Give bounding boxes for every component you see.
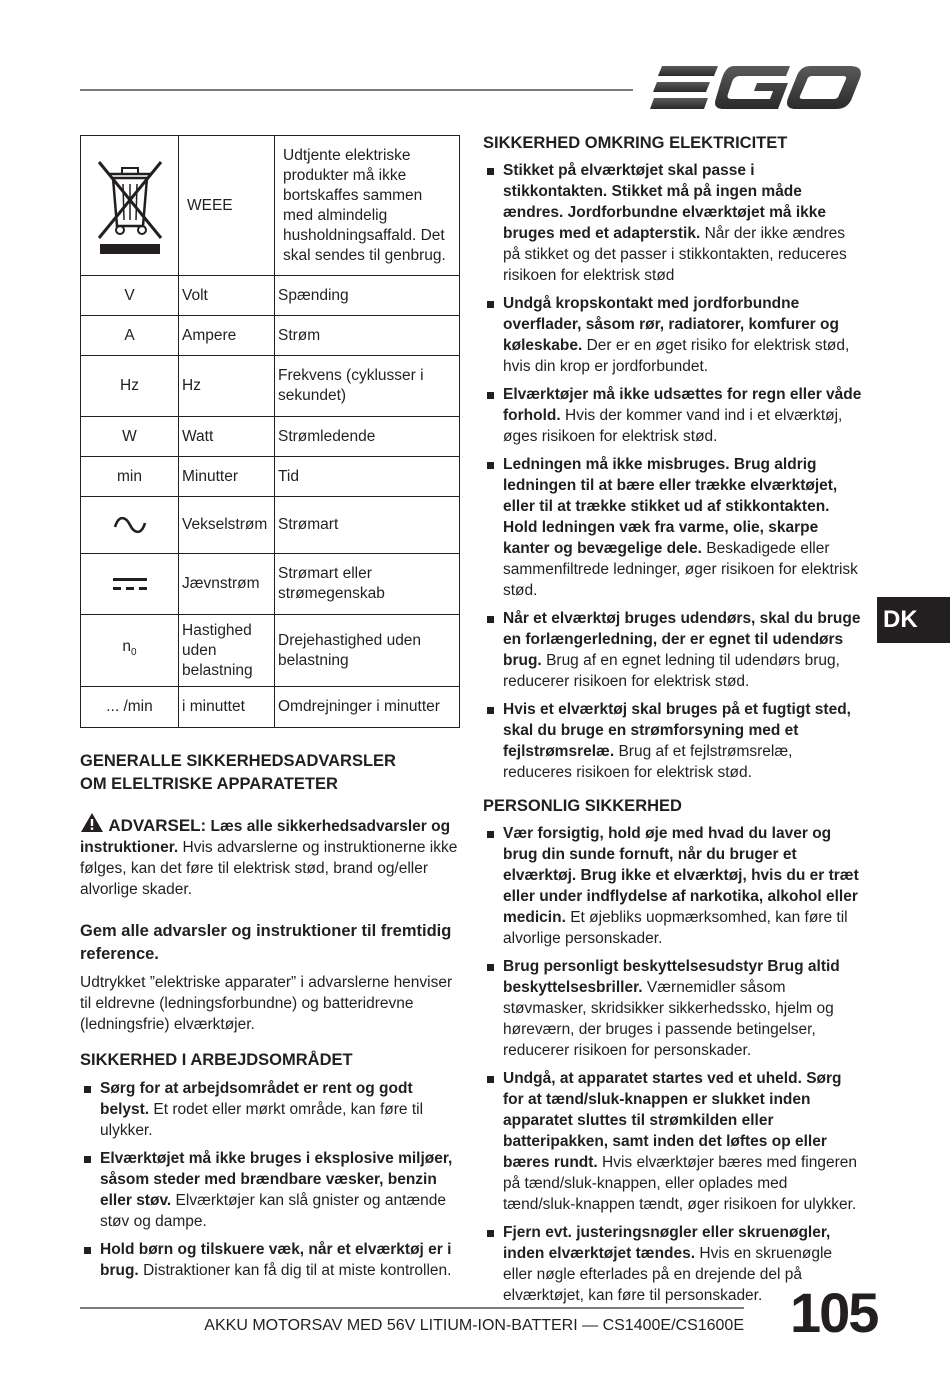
symbol-description: Omdrejninger i minutter (275, 687, 460, 728)
symbol-description: Strøm (275, 316, 460, 356)
list-item (80, 1078, 460, 1141)
table-row (81, 554, 460, 615)
item-bold: Vær forsigtig, hold øje med hvad du laver og brug din sunde fornuft, når du bruger et elværktøj. Brug ikke et elværktøj, hvis du er træt eller under indflydelse af narkotika, alkohol eller medicin. (503, 825, 859, 926)
warning-triangle-icon (80, 812, 104, 833)
list-item (483, 608, 863, 692)
symbol-cell: V (81, 276, 179, 316)
list-item (483, 384, 863, 447)
list-item (483, 160, 863, 286)
item-text: Der er en øget risiko for elektrisk stød, hvis din krop er jordforbundet. (503, 337, 850, 375)
table-row (81, 417, 460, 457)
table-row (81, 276, 460, 316)
item-text: Hvis en skruenøgle eller nøgle efterlades på en drejende del på elværktøjet, kan føre til personskader. (503, 1245, 833, 1304)
symbol-description: Tid (275, 457, 460, 497)
item-bold: Elværktøjer må ikke udsættes for regn eller våde forhold. (503, 386, 862, 424)
warning-label: ADVARSEL: (108, 816, 207, 835)
symbol-name: Jævnstrøm (179, 554, 275, 615)
footer-rule (80, 1307, 744, 1309)
item-text: Hvis elværktøjer bæres med fingeren på tænd/sluk-knappen, eller oplades med tænd/sluk-knappen tændt, øger risikoen for ulykker. (503, 1154, 858, 1213)
item-text: Et rodet eller mørkt område, kan føre til ulykker. (100, 1101, 424, 1139)
language-tab: DK (877, 597, 950, 643)
list-item (80, 1239, 460, 1281)
item-bold: Elværktøjet må ikke bruges i eksplosive miljøer, såsom steder med brændbare væsker, benzin eller støv. (100, 1150, 453, 1209)
left-column (80, 750, 460, 1281)
direct-current-icon (112, 576, 148, 592)
symbol-cell (81, 136, 179, 276)
item-text: Beskadigede eller sammenfiltrede ledninger, øger risikoen for elektrisk stød. (503, 540, 858, 599)
list-item (483, 293, 863, 377)
symbol-cell: Hz (81, 356, 179, 417)
table-row (81, 687, 460, 728)
symbol-table (80, 135, 460, 728)
item-bold: Hvis et elværktøj skal bruges på et fugtigt sted, skal du bruge en strømforsyning med et fejlstrømsrelæ. (503, 701, 851, 760)
item-text: Et øjebliks uopmærksomhed, kan føre til alvorlige personskader. (503, 909, 848, 947)
list-item (483, 823, 863, 949)
table-row (81, 497, 460, 554)
list-item (483, 956, 863, 1061)
symbol-name: Hz (179, 356, 275, 417)
page-number: 105 (790, 1281, 878, 1344)
item-bold: Stikket på elværktøjet skal passe i stikkontakten. Stikket må på ingen måde ændres. Jordforbundne elværktøjet må ikke bruges med et adapterstik. (503, 162, 827, 242)
list-item (483, 699, 863, 783)
symbol-name: i minuttet (179, 687, 275, 728)
weee-crossed-bin-icon (95, 156, 165, 256)
symbol-description: Frekvens (cyklusser i sekundet) (275, 356, 460, 417)
symbol-cell: W (81, 417, 179, 457)
item-bold: Ledningen må ikke misbruges. Brug aldrig ledningen til at bære eller trække elværktøjet, eller til at trække stikket ud af stikkontakten. Hold ledningen væk fra varme, olie, skarpe kanter og bevægelige dele. (503, 456, 838, 557)
item-text: Elværktøjer kan slå gnister og antænde støv og dampe. (100, 1192, 447, 1230)
warning-bold-text: Læs alle sikkerhedsadvarsler og instruktioner. (80, 818, 451, 856)
header-rule (80, 89, 633, 91)
symbol-name: Volt (179, 276, 275, 316)
symbol-cell: ... /min (81, 687, 179, 728)
symbol-description: Spænding (275, 276, 460, 316)
keep-heading: Gem alle advarsler og instruktioner til fremtidig reference. (80, 922, 452, 963)
keep-text: Udtrykket ”elektriske apparater” i advarslerne henviser til eldrevne (ledningsforbundne) og batteridrevne (ledningsfrie) elværktøjer. (80, 974, 453, 1033)
item-text: Distraktioner kan få dig til at miste kontrollen. (143, 1262, 452, 1279)
item-text: Når der ikke ændres på stikket og det passer i stikkontakten, reduceres risikoen for elektrisk stød (503, 225, 847, 284)
footer-title: AKKU MOTORSAV MED 56V LITIUM-ION-BATTERI — CS1400E/CS1600E (204, 1317, 744, 1334)
symbol-description: Strømart eller strømegenskab (275, 554, 460, 615)
list-item (80, 1148, 460, 1232)
symbol-name: Minutter (179, 457, 275, 497)
item-text: Hvis der kommer vand ind i et elværktøj, øges risikoen for elektrisk stød. (503, 407, 843, 445)
item-bold: Undgå kropskontakt med jordforbundne overflader, såsom rør, radiatorer, komfurer og køleskabe. (503, 295, 839, 354)
symbol-name: Hastighed uden belastning (179, 615, 275, 687)
section-heading: SIKKERHED I ARBEJDSOMRÅDET (80, 1051, 353, 1069)
table-row (81, 316, 460, 356)
symbol-cell: $n_0$ (81, 615, 179, 687)
section-heading: GENERALLE SIKKERHEDSADVARSLER OM ELELTRISKE APPARATETER (80, 752, 396, 793)
warning-paragraph (80, 812, 460, 900)
symbol-cell: A (81, 316, 179, 356)
symbol-name: WEEE (179, 136, 275, 276)
section-heading: PERSONLIG SIKKERHED (483, 797, 682, 815)
table-row (81, 356, 460, 417)
table-row (81, 615, 460, 687)
item-text: Brug af en egnet ledning til udendørs brug, reducerer risikoen for elektrisk stød. (503, 652, 840, 690)
symbol-description: Strømart (275, 497, 460, 554)
alternating-current-icon (113, 516, 147, 534)
table-row (81, 136, 460, 276)
section-heading: SIKKERHED OMKRING ELEKTRICITET (483, 134, 788, 152)
right-column (483, 132, 863, 1306)
symbol-name: Vekselstrøm (179, 497, 275, 554)
item-text: Brug af et fejlstrømsrelæ, reduceres risikoen for elektrisk stød. (503, 743, 793, 781)
symbol-cell: min (81, 457, 179, 497)
symbol-description: Drejehastighed uden belastning (275, 615, 460, 687)
symbol-name: Watt (179, 417, 275, 457)
symbol-description: Strømledende (275, 417, 460, 457)
item-bold: Når et elværktøj bruges udendørs, skal du bruge en forlængerledning, der er egnet til udendørs brug. (503, 610, 861, 669)
item-text: Værnemidler såsom støvmasker, skridsikker sikkerhedssko, hjelm og høreværn, der bruges i passende betingelser, reducerer risikoen for personskader. (503, 979, 834, 1059)
item-bold: Fjern evt. justeringsnøgler eller skruenøgler, inden elværktøjet tændes. (503, 1224, 831, 1262)
item-bold: Hold børn og tilskuere væk, når et elværktøj er i brug. (100, 1241, 452, 1279)
symbol-description: Udtjente elektriske produkter må ikke bortskaffes sammen med almindelig husholdningsaffald. Det skal sendes til genbrug. (275, 136, 460, 276)
item-bold: Undgå, at apparatet startes ved et uheld. Sørg for at tænd/sluk-knappen er slukket inden apparatet sluttes til strømkilden eller batteripakken, samt inden det løftes op eller bæres rundt. (503, 1070, 842, 1171)
list-item (483, 1068, 863, 1215)
symbol-cell (81, 497, 179, 554)
ego-logo (650, 62, 862, 114)
warning-text: Hvis advarslerne og instruktionerne ikke følges, kan det føre til elektrisk stød, brand og/eller alvorlige skader. (80, 839, 458, 898)
item-bold: Sørg for at arbejdsområdet er rent og godt belyst. (100, 1080, 413, 1118)
list-item (483, 454, 863, 601)
table-row (81, 457, 460, 497)
symbol-cell (81, 554, 179, 615)
item-bold: Brug personligt beskyttelsesudstyr Brug altid beskyttelsesbriller. (503, 958, 840, 996)
symbol-name: Ampere (179, 316, 275, 356)
